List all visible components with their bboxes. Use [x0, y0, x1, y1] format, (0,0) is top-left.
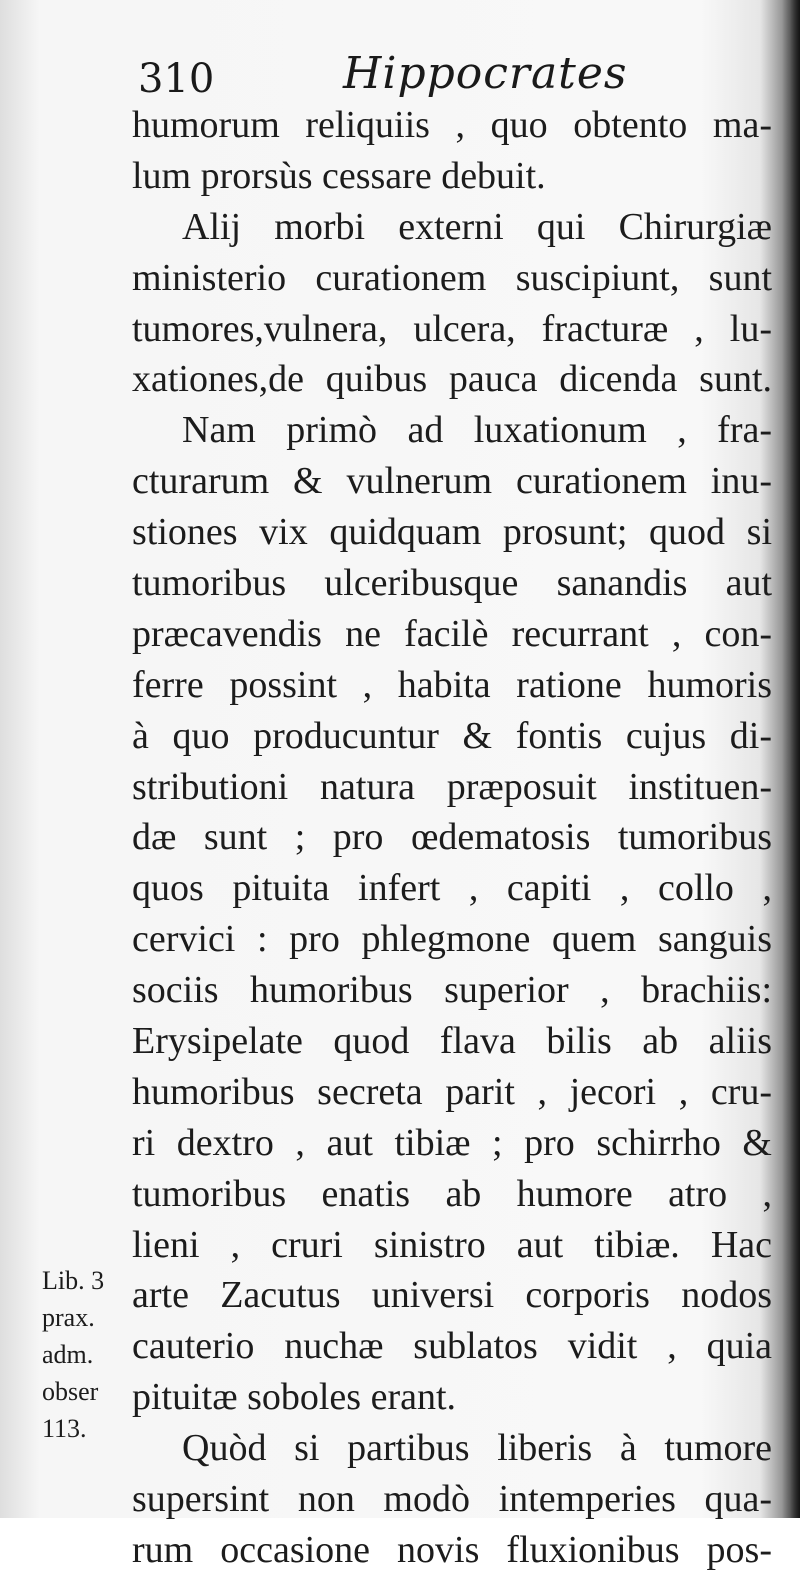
margin-note [42, 1262, 132, 1447]
margin-note-line: 113. [42, 1414, 87, 1443]
page-number: 310 [138, 56, 215, 102]
text-line: præcavendis ne facilè recurrant , con- [132, 612, 772, 655]
text-line: à quo producuntur & fontis cujus di- [132, 714, 772, 757]
text-line: lieni , cruri sinistro aut tibiæ. Hac [132, 1223, 772, 1266]
text-line: cauterio nuchæ sublatos vidit , quia [132, 1325, 772, 1368]
text-line: Alij morbi externi qui Chirurgiæ [182, 205, 772, 248]
text-line: cturarum & vulnerum curationem inu- [132, 460, 772, 503]
margin-note-line: Lib. 3 [42, 1266, 105, 1295]
text-line: Nam primò ad luxationum , fra- [182, 409, 772, 452]
text-line: cervici : pro phlegmone quem sanguis [132, 918, 772, 961]
text-line: pituitæ soboles erant. [132, 1376, 457, 1419]
text-line: stributioni natura præposuit instituen- [132, 765, 772, 808]
text-line: dæ sunt ; pro œdematosis tumoribus [132, 816, 772, 859]
body-text [132, 100, 772, 1576]
page-edge-shadow [782, 0, 800, 1518]
margin-note-line: adm. [42, 1340, 94, 1369]
text-line: tumoribus ulceribusque sanandis aut [132, 562, 772, 605]
margin-note-line: prax. [42, 1303, 95, 1332]
text-line: humoribus secreta parit , jecori , cru- [132, 1070, 772, 1113]
text-line: supersint non modò intemperies qua- [132, 1478, 772, 1521]
text-line: ri dextro , aut tibiæ ; pro schirrho & [132, 1121, 772, 1164]
running-title: Hippocrates [343, 48, 628, 99]
text-line: tumores,vulnera, ulcera, fracturæ , lu- [132, 307, 772, 350]
text-line: ferre possint , habita ratione humoris [132, 663, 772, 706]
text-line: tumoribus enatis ab humore atro , [132, 1172, 772, 1215]
text-line: Quòd si partibus liberis à tumore [182, 1427, 772, 1470]
text-line: sociis humoribus superior , brachiis: [132, 969, 772, 1012]
text-line: humorum reliquiis , quo obtento ma- [132, 104, 772, 146]
text-line: xationes,de quibus pauca dicenda sunt. [132, 358, 772, 401]
text-line: quos pituita infert , capiti , collo , [132, 867, 772, 910]
text-line: Erysipelate quod flava bilis ab aliis [132, 1020, 772, 1063]
running-head [138, 48, 758, 108]
margin-note-line: obser [42, 1377, 99, 1406]
text-line: arte Zacutus universi corporis nodos [132, 1274, 772, 1317]
text-line: lum prorsùs cessare debuit. [132, 154, 546, 197]
text-line: ministerio curationem suscipiunt, sunt [132, 256, 772, 299]
text-line: stiones vix quidquam prosunt; quod si [132, 511, 772, 554]
text-line: rum occasione novis fluxionibus pos- [132, 1528, 772, 1571]
